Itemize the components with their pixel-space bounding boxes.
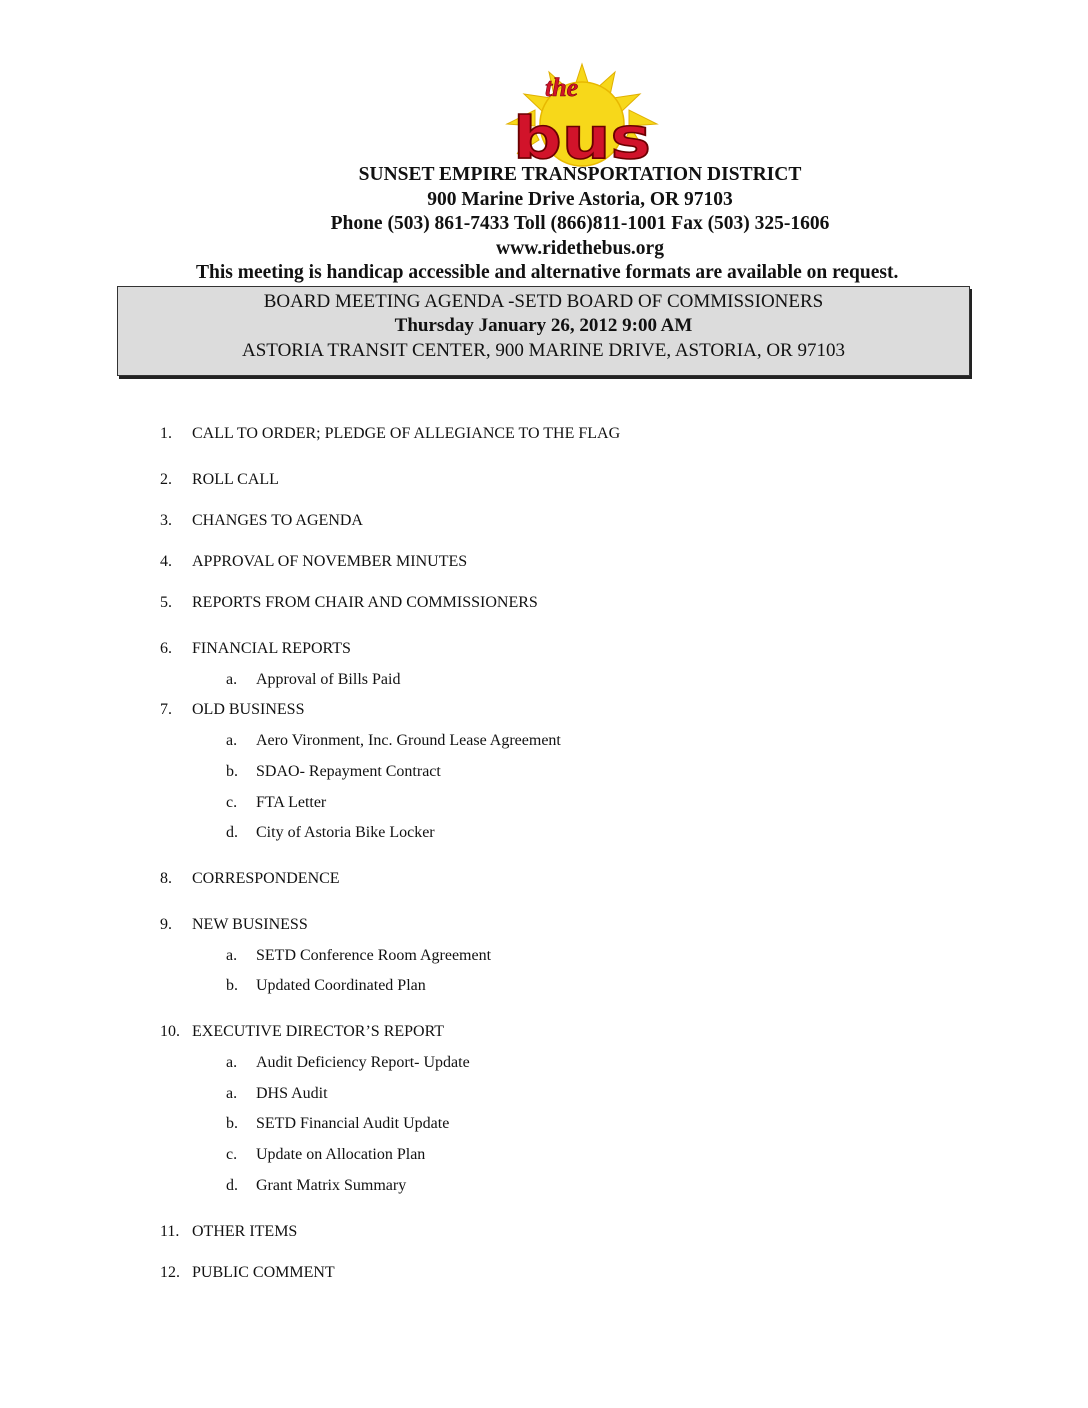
agenda-subitem-letter: d.	[226, 1177, 238, 1194]
logo-text-the: the	[545, 73, 579, 102]
agenda-item-number: 5.	[160, 594, 172, 611]
agenda-subitem-text: Approval of Bills Paid	[256, 671, 401, 688]
agenda-item-text: OTHER ITEMS	[192, 1223, 298, 1240]
agenda-subitem-text: Grant Matrix Summary	[256, 1177, 407, 1194]
agenda-item-text: OLD BUSINESS	[192, 701, 305, 718]
agenda-subitem-letter: b.	[226, 763, 238, 780]
agenda-subitem-letter: c.	[226, 1146, 238, 1163]
agenda-item-number: 9.	[160, 916, 172, 933]
agenda-item-number: 3.	[160, 512, 172, 529]
agenda-subitem-letter: c.	[226, 794, 238, 811]
agenda-subitem-letter: b.	[226, 1115, 238, 1132]
logo-text-bus: bus	[513, 104, 651, 168]
org-name: SUNSET EMPIRE TRANSPORTATION DISTRICT	[358, 164, 802, 185]
accessibility-notice: This meeting is handicap accessible and alternative formats are available on request.	[196, 262, 899, 283]
agenda-item-number: 10.	[160, 1023, 180, 1040]
agenda-subitem-letter: a.	[226, 947, 238, 964]
agenda-subitem-letter: a.	[226, 1054, 238, 1071]
agenda-item-text: CHANGES TO AGENDA	[192, 512, 363, 529]
org-phone: Phone (503) 861-7433 Toll (866)811-1001 Fax (503) 325-1606	[330, 213, 830, 234]
meeting-info-box	[117, 286, 970, 376]
the-bus-logo	[497, 62, 667, 168]
agenda-subitem-text: SDAO- Repayment Contract	[256, 763, 441, 780]
agenda-item-number: 12.	[160, 1264, 180, 1281]
agenda-item-number: 8.	[160, 870, 172, 887]
agenda-item-text: PUBLIC COMMENT	[192, 1264, 335, 1281]
agenda-subitem-text: FTA Letter	[256, 794, 327, 811]
agenda-item-text: APPROVAL OF NOVEMBER MINUTES	[192, 553, 468, 570]
agenda-subitem-letter: a.	[226, 732, 238, 749]
agenda-subitem-text: SETD Conference Room Agreement	[256, 947, 492, 964]
agenda-subitem-text: Audit Deficiency Report- Update	[256, 1054, 470, 1071]
agenda-subitem-letter: a.	[226, 1085, 238, 1102]
agenda-item-text: EXECUTIVE DIRECTOR’S REPORT	[192, 1023, 445, 1040]
agenda-item-text: NEW BUSINESS	[192, 916, 308, 933]
agenda-subitem-letter: d.	[226, 824, 238, 841]
agenda-item-number: 7.	[160, 701, 172, 718]
agenda-item-text: ROLL CALL	[192, 471, 279, 488]
agenda-item-text: FINANCIAL REPORTS	[192, 640, 351, 657]
agenda-item-number: 11.	[160, 1223, 180, 1240]
agenda-subitem-text: Updated Coordinated Plan	[256, 977, 426, 994]
agenda-subitem-letter: a.	[226, 671, 238, 688]
agenda-item-text: REPORTS FROM CHAIR AND COMMISSIONERS	[192, 594, 538, 611]
meeting-title: BOARD MEETING AGENDA -SETD BOARD OF COMMISSIONERS	[263, 291, 824, 312]
agenda-subitem-text: City of Astoria Bike Locker	[256, 824, 435, 841]
agenda-subitem-letter: b.	[226, 977, 238, 994]
agenda-subitem-text: Update on Allocation Plan	[256, 1146, 426, 1163]
org-address: 900 Marine Drive Astoria, OR 97103	[427, 189, 733, 210]
agenda-subitem-text: Aero Vironment, Inc. Ground Lease Agreement	[256, 732, 561, 749]
agenda-subitem-text: DHS Audit	[256, 1085, 328, 1102]
agenda-item-number: 1.	[160, 425, 172, 442]
meeting-date: Thursday January 26, 2012 9:00 AM	[394, 315, 693, 336]
agenda-item-number: 6.	[160, 640, 172, 657]
agenda-item-text: CORRESPONDENCE	[192, 870, 340, 887]
meeting-location: ASTORIA TRANSIT CENTER, 900 MARINE DRIVE, ASTORIA, OR 97103	[242, 340, 845, 361]
agenda-item-text: CALL TO ORDER; PLEDGE OF ALLEGIANCE TO THE FLAG	[192, 425, 621, 442]
agenda-item-number: 4.	[160, 553, 172, 570]
agenda-subitem-text: SETD Financial Audit Update	[256, 1115, 450, 1132]
agenda-item-number: 2.	[160, 471, 172, 488]
org-website[interactable]: www.ridethebus.org	[496, 238, 664, 259]
